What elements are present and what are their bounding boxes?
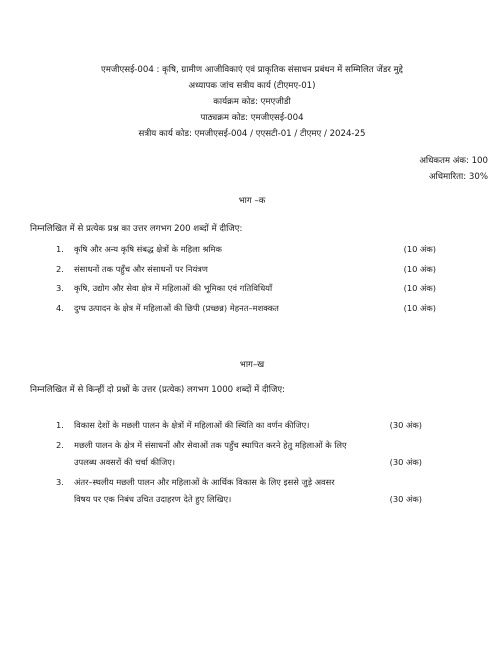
question-item xyxy=(56,417,422,435)
question-text: कृषि और अन्य कृषि संबद्ध क्षेत्रों के महिला श्रमिक xyxy=(74,244,222,254)
question-item xyxy=(56,260,436,280)
assignment-header xyxy=(0,62,504,142)
weightage: अधिमारिता: 30% xyxy=(428,172,488,182)
question-text: कृषि, उद्योग और सेवा क्षेत्र में महिलाओं की भूमिका एवं गतिविधियाँ xyxy=(74,283,273,293)
question-marks: (10 अंक) xyxy=(403,283,436,293)
question-item xyxy=(56,474,422,509)
assignment-code: सत्रीय कार्य कोड: एमजीएसई-004 / एएसटी-01 / टीएमए / 2024-25 xyxy=(138,129,366,139)
question-number: 4. xyxy=(56,302,64,313)
question-text: दुग्ध उत्पादन के क्षेत्र में महिलाओं की छिपी (प्रच्छन्न) मेहनत–मशक्कत xyxy=(74,302,279,313)
assignment-type: अध्यापक जांच सत्रीय कार्य (टीएमए-01) xyxy=(188,81,316,91)
question-text: विकास देशों के मछली पालन के क्षेत्रों में महिलाओं की स्थिति का वर्णन कीजिए। xyxy=(74,420,310,430)
question-marks: (30 अंक) xyxy=(389,494,422,504)
course-code: पाठ्यक्रम कोड: एमजीएसई-004 xyxy=(200,113,304,123)
question-marks: (10 अंक) xyxy=(403,263,436,274)
part-b-instruction: निम्नलिखित में से किन्हीं दो प्रश्नों के उत्तर (प्रत्येक) लगभग 1000 शब्दों में दीजिए: xyxy=(30,385,286,395)
question-number: 2. xyxy=(56,263,64,274)
question-number: 1. xyxy=(56,420,64,430)
part-a-question-list xyxy=(56,240,436,318)
question-marks: (10 अंक) xyxy=(403,244,436,254)
question-number: 3. xyxy=(56,283,64,293)
question-item xyxy=(56,437,422,472)
question-marks: (30 अंक) xyxy=(389,420,422,430)
question-number: 3. xyxy=(56,476,64,487)
marks-info xyxy=(419,153,488,185)
part-a-instruction: निम्नलिखित में से प्रत्येक प्रश्न का उत्तर लगभग 200 शब्दों में दीजिए: xyxy=(30,224,243,234)
question-text: अंतर–स्थलीय मछली पालन और महिलाओं के आर्थिक विकास के लिए इससे जुड़े अवसर विषय पर एक निबंध उचित उदाहरण देते हुए लिखिए। xyxy=(74,476,335,504)
max-marks: अधिकतम अंक: 100 xyxy=(419,156,488,166)
question-item xyxy=(56,299,436,319)
question-item xyxy=(56,240,436,260)
question-number: 1. xyxy=(56,244,64,254)
program-code: कार्यक्रम कोड: एमएजीडी xyxy=(213,97,291,107)
course-title: एमजीएसई-004 : कृषि, ग्रामीण आजीविकाएं एवं प्राकृतिक संसाधन प्रबंधन में सम्मिलित जेंडर मुद्दे xyxy=(101,65,403,75)
question-text: संसाधनों तक पहुँच और संसाधनों पर नियंत्रण xyxy=(74,263,208,274)
question-item xyxy=(56,279,436,299)
question-text: मछली पालन के क्षेत्र में संसाधनों और सेवाओं तक पहुँच स्थापित करने हेतु महिलाओं के लिए उपलब्ध अवसरों की चर्चा कीजिए। xyxy=(74,439,347,467)
question-number: 2. xyxy=(56,439,64,450)
part-b-question-list xyxy=(56,417,422,511)
question-marks: (30 अंक) xyxy=(389,457,422,467)
question-marks: (10 अंक) xyxy=(403,302,436,313)
part-a-title: भाग –क xyxy=(238,196,266,206)
part-b-title: भाग–ख xyxy=(239,360,265,370)
